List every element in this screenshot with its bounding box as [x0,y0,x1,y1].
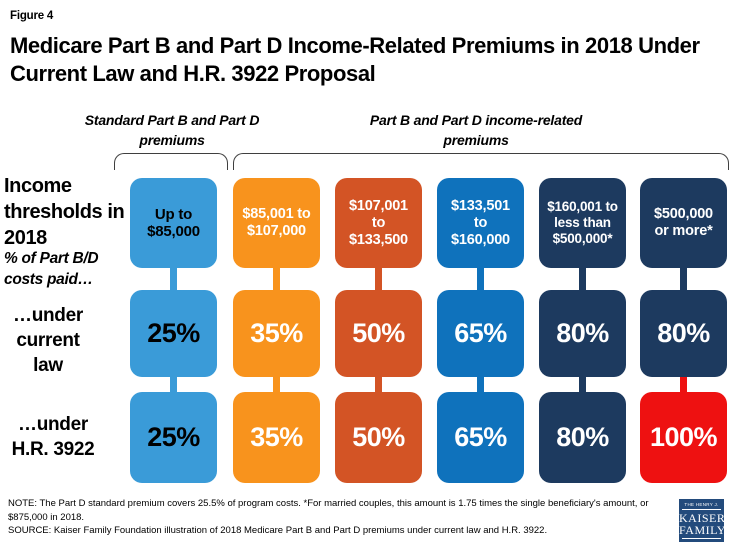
kff-logo-text: FAMILY [679,523,726,537]
figure-label: Figure 4 [10,10,54,22]
group-label-income-related-premiums: Part B and Part D income-related premiums [369,112,583,148]
threshold-box: $160,001 to less than $500,000* [539,178,626,268]
connector-line [680,268,687,290]
connector-line [273,268,280,290]
kff-logo [679,499,726,546]
connector-line [579,377,586,392]
row-label-costs-paid: % of Part B/D costs paid… [4,250,99,288]
threshold-box: $500,000 or more* [640,178,727,268]
threshold-box: $85,001 to $107,000 [233,178,320,268]
column-133501-160000 [437,178,524,483]
group-label-standard-premiums: Standard Part B and Part D premiums [84,112,260,148]
source-text: SOURCE: Kaiser Family Foundation illustration of 2018 Medicare Part B and Part D premiums under current law and H.R. 3922. [8,525,548,536]
note-text: NOTE: The Part D standard premium covers 25.5% of program costs. *For married couples, this amount is 1.75 times the single beneficiary's amount, or $875,000 in 2018. [8,498,649,523]
bracket-income-related [233,153,729,170]
column-107001-133500 [335,178,422,483]
row-label-current-law: …under current law [13,305,83,376]
column-85001-107000 [233,178,320,483]
connector-line [375,377,382,392]
hr3922-box: 50% [335,392,422,483]
column-160001-500000 [539,178,626,483]
hr3922-box: 80% [539,392,626,483]
row-label-hr3922: …under H.R. 3922 [11,414,95,460]
current-law-box: 80% [640,290,727,377]
footnotes [8,497,656,538]
threshold-box: Up to $85,000 [130,178,217,268]
connector-line [170,268,177,290]
column-500000-or-more [640,178,727,483]
row-label-income-thresholds: Income thresholds in 2018 [4,175,125,249]
bracket-standard [114,153,228,170]
current-law-box: 50% [335,290,422,377]
kff-logo-text: FOUNDATION [682,538,721,546]
threshold-box: $107,001 to $133,500 [335,178,422,268]
column-up-to-85000 [130,178,217,483]
threshold-box: $133,501 to $160,000 [437,178,524,268]
kff-logo-text: THE HENRY J. [682,502,721,510]
page-title: Medicare Part B and Part D Income-Related Premiums in 2018 Under Current Law and H.R. 3922 Proposal [10,33,700,86]
current-law-box: 65% [437,290,524,377]
connector-line [477,377,484,392]
connector-line [579,268,586,290]
current-law-box: 35% [233,290,320,377]
hr3922-box: 65% [437,392,524,483]
connector-line [680,377,687,392]
hr3922-box: 100% [640,392,727,483]
connector-line [477,268,484,290]
hr3922-box: 25% [130,392,217,483]
kff-logo-text: KAISER [679,511,726,525]
connector-line [273,377,280,392]
connector-line [375,268,382,290]
current-law-box: 25% [130,290,217,377]
hr3922-box: 35% [233,392,320,483]
current-law-box: 80% [539,290,626,377]
connector-line [170,377,177,392]
